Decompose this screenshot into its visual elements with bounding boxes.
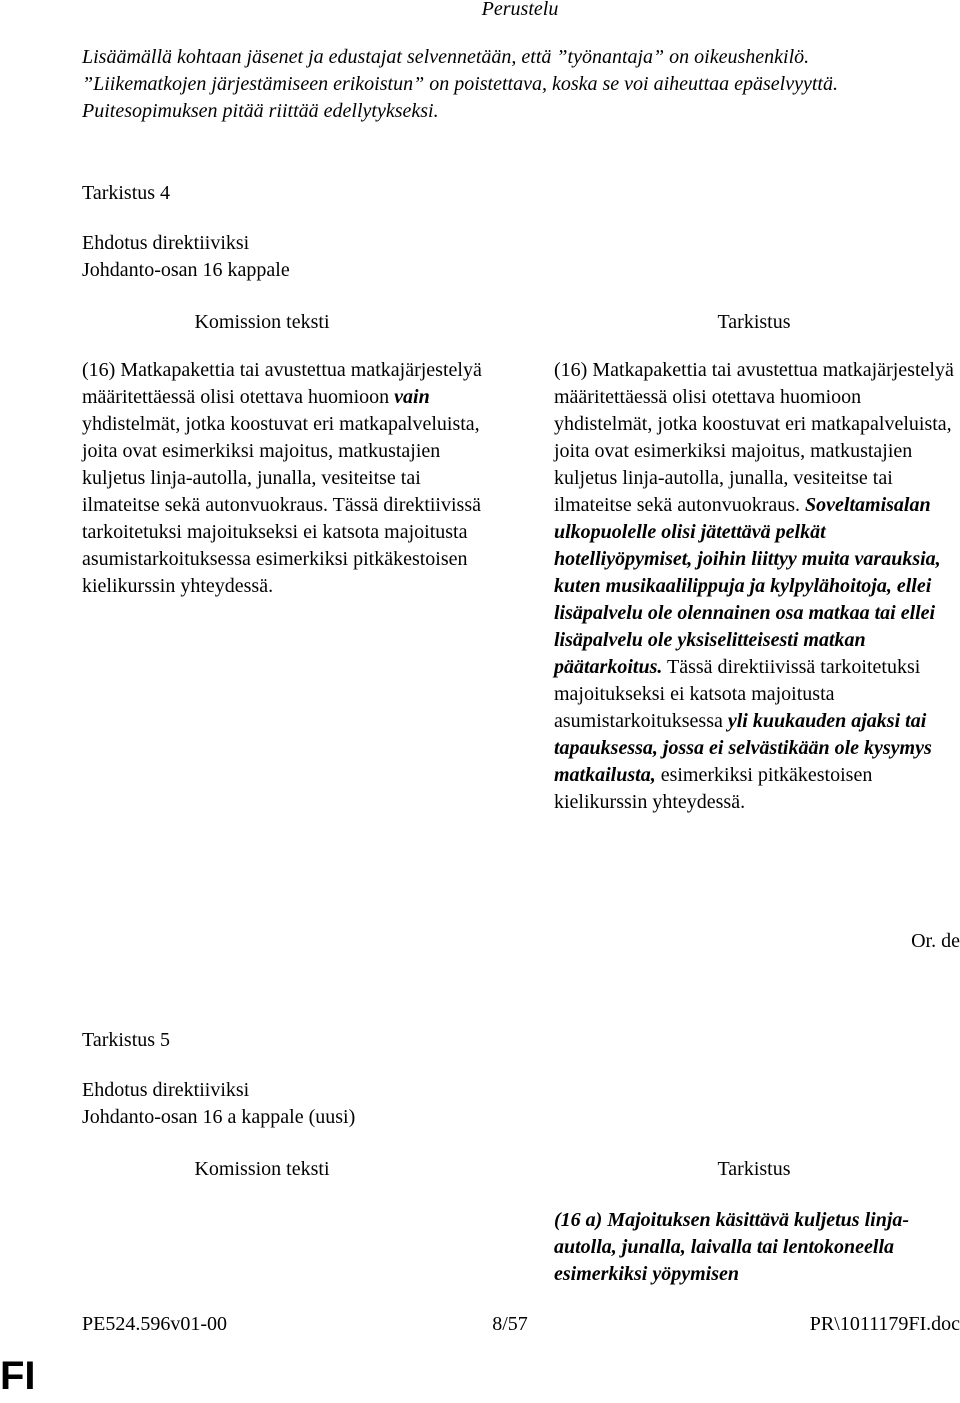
- amended-text-part: Tässä direktiivissä tarkoitetuksi majoitukseksi ei katsota majoitusta asumistarkoituksessa: [554, 656, 921, 732]
- amendment-5-amendment-header: Tarkistus: [717, 1158, 791, 1180]
- amendment-5-proposal: Ehdotus direktiiviksi: [82, 1079, 250, 1101]
- amendment-5-title: Tarkistus 5: [82, 1029, 171, 1051]
- amendment-5-amended-text: [554, 1207, 914, 1288]
- footer-page-number: 8/57: [492, 1313, 528, 1335]
- amended-text-part: esimerkiksi pitkäkestoisen kielikurssin yhteydessä.: [554, 764, 873, 813]
- amended-text-addition: Soveltamisalan ulkopuolelle olisi jätettävä pelkät hotelliyöpymiset, joihin liittyy muita varauksia, kuten musikaalilippuja ja kylpylähoitoja, ellei lisäpalvelu ole olennainen osa matkaa tai ellei lisäpalvelu ole yksiselitteisesti matkan päätarkoitus.: [554, 494, 941, 678]
- footer-reference: PE524.596v01-00: [82, 1313, 227, 1335]
- commission-text-emphasis: vain: [394, 386, 430, 408]
- amendment-4-proposal: Ehdotus direktiiviksi: [82, 232, 250, 254]
- amended-text-addition: yli kuukauden ajaksi tai tapauksessa, jossa ei selvästikään ole kysymys matkailusta,: [554, 710, 932, 786]
- justification-line-3: Puitesopimuksen pitää riittää edellytykseksi.: [82, 100, 439, 122]
- amended-text-part: (16) Matkapakettia tai avustettua matkajärjestelyä määritettäessä olisi otettava huomioon yhdistelmät, jotka koostuvat eri matkapalveluista, joita ovat esimerkiksi majoitus, matkustajien kuljetus linja-autolla, junalla, vesiteitse tai ilmateitse sekä autonvuokraus.: [554, 359, 954, 516]
- justification-text: [82, 44, 960, 125]
- amendment-4-amendment-header: Tarkistus: [717, 311, 791, 333]
- amended-text-addition: (16 a) Majoituksen käsittävä kuljetus linja-autolla, junalla, laivalla tai lentokoneella esimerkiksi yöpymisen: [554, 1209, 910, 1285]
- amendment-5-recital: Johdanto-osan 16 a kappale (uusi): [82, 1106, 356, 1128]
- commission-text-part: yhdistelmät, jotka koostuvat eri matkapalveluista, joita ovat esimerkiksi majoitus, matkustajien kuljetus linja-autolla, junalla, vesiteitse tai ilmateitse sekä autonvuokraus. Tässä direktiivissä tarkoitetuksi majoitukseksi ei katsota majoitusta asumistarkoituksessa esimerkiksi pitkäkestoisen kielikurssin yhteydessä.: [82, 413, 481, 597]
- commission-text-part: (16) Matkapakettia tai avustettua matkajärjestelyä määritettäessä olisi otettava huomioon: [82, 359, 482, 408]
- footer-document-id: PR\1011179FI.doc: [809, 1313, 960, 1335]
- original-language: Or. de: [911, 930, 960, 952]
- amendment-4-amended-text: [554, 357, 960, 816]
- amendment-4-commission-text: [82, 357, 492, 600]
- amendment-4-commission-header: Komission teksti: [194, 311, 330, 333]
- amendment-5-commission-header: Komission teksti: [194, 1158, 330, 1180]
- language-code: FI: [0, 1354, 36, 1398]
- amendment-4-recital: Johdanto-osan 16 kappale: [82, 259, 290, 281]
- amendment-4-title: Tarkistus 4: [82, 182, 171, 204]
- justification-line-2: ”Liikematkojen järjestämiseen erikoistun” on poistettava, koska se voi aiheuttaa epäselvyyttä.: [82, 73, 838, 95]
- justification-heading: Perustelu: [481, 0, 559, 20]
- justification-line-1: Lisäämällä kohtaan jäsenet ja edustajat selvennetään, että ”työnantaja” on oikeushenkilö.: [82, 46, 810, 68]
